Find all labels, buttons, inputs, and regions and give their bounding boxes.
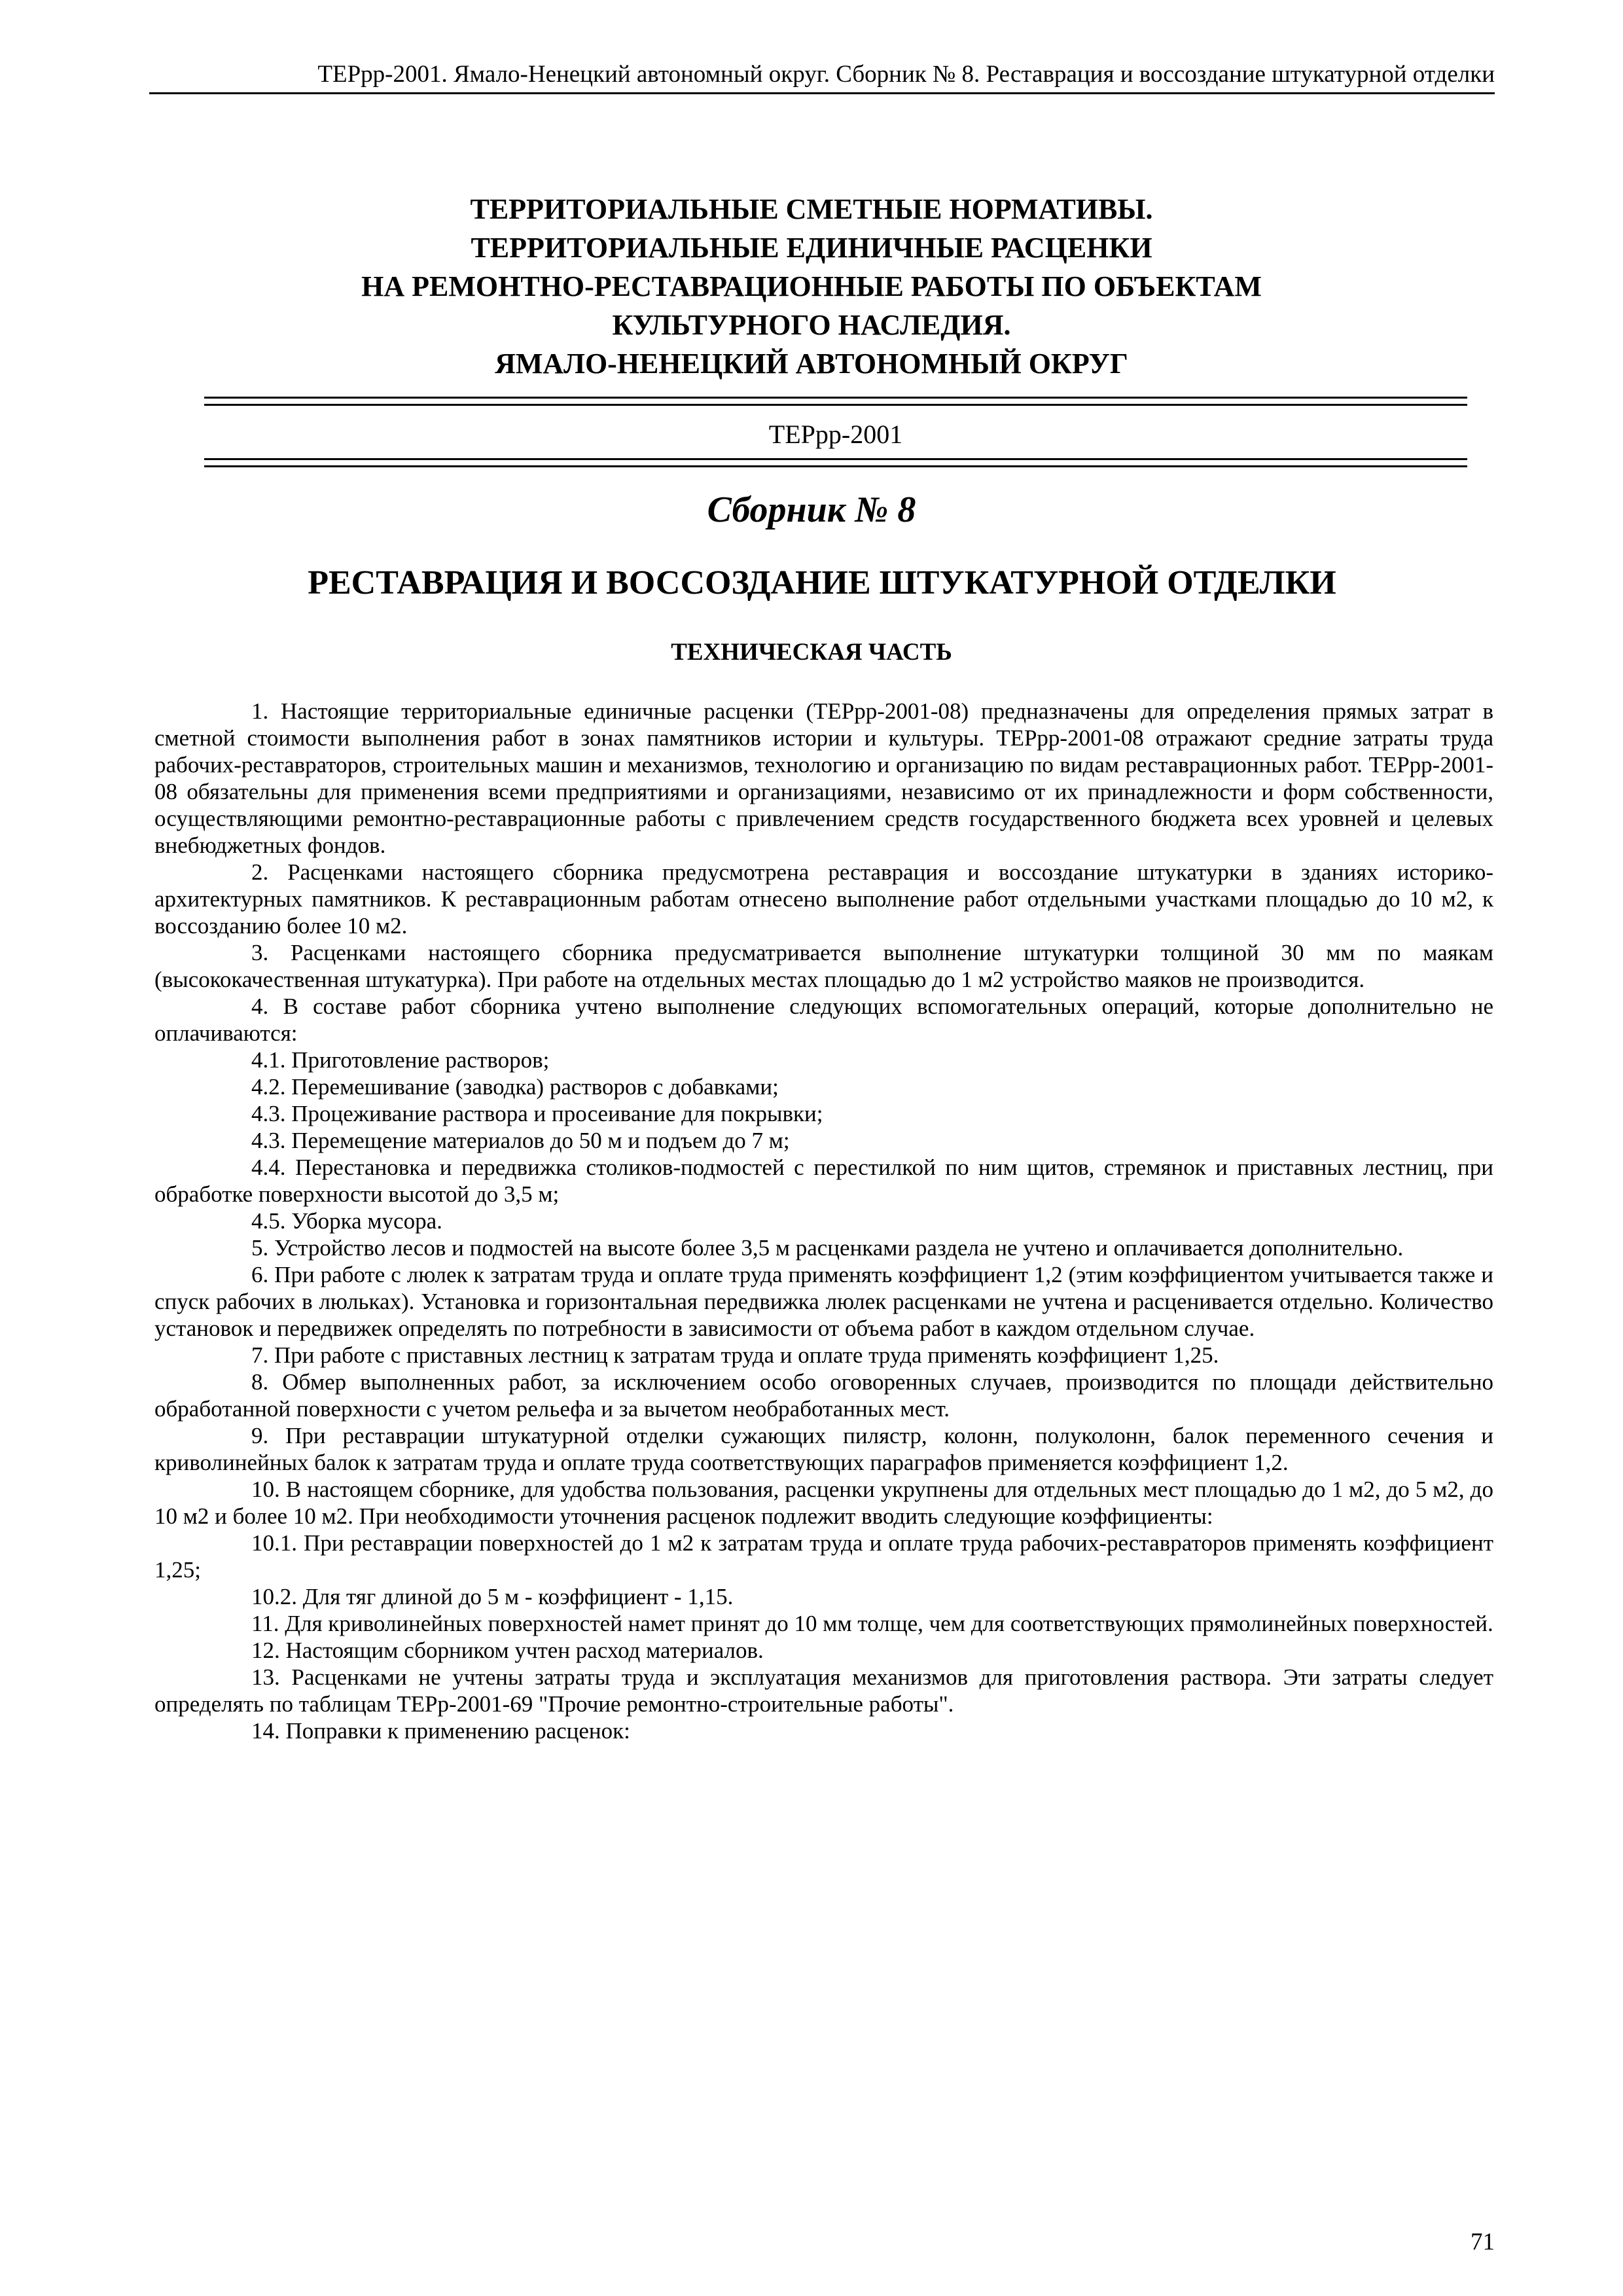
paragraph-9: 9. При реставрации штукатурной отделки сужающих пилястр, колонн, полуколонн, балок переменного сечения и криволинейных балок к затратам труда и оплате труда соответствующих параграфов применяется коэффициент 1,2. — [154, 1423, 1493, 1475]
document-title — [196, 190, 1427, 383]
paragraph-2: 2. Расценками настоящего сборника предусмотрена реставрация и воссоздание штукатурки в зданиях историко-архитектурных памятников. К реставрационным работам отнесено выполнение работ отдельными участками площадью до 10 м2, к воссозданию более 10 м2. — [154, 859, 1493, 939]
paragraph-12: 12. Настоящим сборником учтен расход материалов. — [251, 1638, 764, 1663]
paragraph-6: 6. При работе с люлек к затратам труда и оплате труда применять коэффициент 1,2 (этим коэффициентом учитывается также и спуск рабочих в люльках). Установка и горизонтальная передвижка люлек расценками не учтена и расценивается отдельно. Количество установок и передвижек определять по потребности в зависимости от объема работ в каждом отдельном случае. — [154, 1262, 1493, 1341]
paragraph-10-1: 10.1. При реставрации поверхностей до 1 м2 к затратам труда и оплате труда рабочих-реставраторов применять коэффициент 1,25; — [154, 1530, 1493, 1583]
paragraph-13: 13. Расценками не учтены затраты труда и эксплуатация механизмов для приготовления раствора. Эти затраты следует определять по таблицам ТЕРр-2001-69 "Прочие ремонтно-строительные работы". — [154, 1664, 1493, 1717]
paragraph-14: 14. Поправки к применению расценок: — [251, 1718, 630, 1744]
paragraph-4-1: 4.1. Приготовление растворов; — [251, 1047, 550, 1073]
section-title: РЕСТАВРАЦИЯ И ВОССОЗДАНИЕ ШТУКАТУРНОЙ ОТДЕЛКИ — [308, 564, 1336, 601]
paragraph-3: 3. Расценками настоящего сборника предусматривается выполнение штукатурки толщиной 30 мм по маякам (высококачественная штукатурка). При работе на отдельных местах площадью до 1 м2 устройство маяков не производится. — [154, 940, 1493, 992]
collection-title: Сборник № 8 — [707, 490, 916, 530]
paragraph-7: 7. При работе с приставных лестниц к затратам труда и оплате труда применять коэффициент 1,25. — [251, 1342, 1219, 1368]
technical-part-text — [154, 698, 1493, 1744]
title-line: ТЕРРИТОРИАЛЬНЫЕ ЕДИНИЧНЫЕ РАСЦЕНКИ — [471, 232, 1152, 264]
paragraph-4-4: 4.4. Перестановка и передвижка столиков-подмостей с перестилкой по ним щитов, стремянок и приставных лестниц, при обработке поверхности высотой до 3,5 м; — [154, 1155, 1493, 1207]
title-line: ТЕРРИТОРИАЛЬНЫЕ СМЕТНЫЕ НОРМАТИВЫ. — [470, 193, 1153, 225]
double-rule-bottom — [204, 458, 1467, 467]
paragraph-4-3a: 4.3. Процеживание раствора и просеивание для покрывки; — [251, 1101, 823, 1126]
page-number: 71 — [1471, 2229, 1495, 2255]
paragraph-4-5: 4.5. Уборка мусора. — [251, 1208, 442, 1234]
document-code: ТЕРрр-2001 — [768, 420, 903, 449]
paragraph-5: 5. Устройство лесов и подмостей на высоте более 3,5 м расценками раздела не учтено и оплачивается дополнительно. — [251, 1235, 1404, 1261]
paragraph-4-3b: 4.3. Перемещение материалов до 50 м и подъем до 7 м; — [251, 1128, 790, 1153]
double-rule-top — [204, 397, 1467, 406]
paragraph-10: 10. В настоящем сборнике, для удобства пользования, расценки укрупнены для отдельных мест площадью до 1 м2, до 5 м2, до 10 м2 и более 10 м2. При необходимости уточнения расценок подлежит вводить следующие коэффициенты: — [154, 1477, 1493, 1529]
title-line: КУЛЬТУРНОГО НАСЛЕДИЯ. — [612, 309, 1011, 341]
running-header: ТЕРрр-2001. Ямало-Ненецкий автономный округ. Сборник № 8. Реставрация и воссоздание штукатурной отделки — [149, 60, 1495, 94]
paragraph-8: 8. Обмер выполненных работ, за исключением особо оговоренных случаев, производится по площади действительно обработанной поверхности с учетом рельефа и за вычетом необработанных мест. — [154, 1369, 1493, 1422]
paragraph-4-2: 4.2. Перемешивание (заводка) растворов с добавками; — [251, 1074, 779, 1100]
subsection-title: ТЕХНИЧЕСКАЯ ЧАСТЬ — [671, 639, 952, 666]
paragraph-11: 11. Для криволинейных поверхностей намет принят до 10 мм толще, чем для соответствующих прямолинейных поверхностей. — [251, 1611, 1493, 1636]
paragraph-4: 4. В составе работ сборника учтено выполнение следующих вспомогательных операций, которые дополнительно не оплачиваются: — [154, 994, 1493, 1046]
title-line: ЯМАЛО-НЕНЕЦКИЙ АВТОНОМНЫЙ ОКРУГ — [495, 348, 1128, 380]
title-line: НА РЕМОНТНО-РЕСТАВРАЦИОННЫЕ РАБОТЫ ПО ОБЪЕКТАМ — [361, 270, 1262, 302]
paragraph-10-2: 10.2. Для тяг длиной до 5 м - коэффициент - 1,15. — [251, 1584, 734, 1609]
paragraph-1: 1. Настоящие территориальные единичные расценки (ТЕРрр-2001-08) предназначены для определения прямых затрат в сметной стоимости выполнения работ в зонах памятников истории и культуры. ТЕРрр-2001-08 отражают средние затраты труда рабочих-реставраторов, строительных машин и механизмов, технологию и организацию по видам реставрационных работ. ТЕРрр-2001-08 обязательны для применения всеми предприятиями и организациями, независимо от их принадлежности и форм собственности, осуществляющими ремонтно-реставрационные работы с привлечением средств государственного бюджета всех уровней и целевых внебюджетных фондов. — [154, 698, 1493, 858]
